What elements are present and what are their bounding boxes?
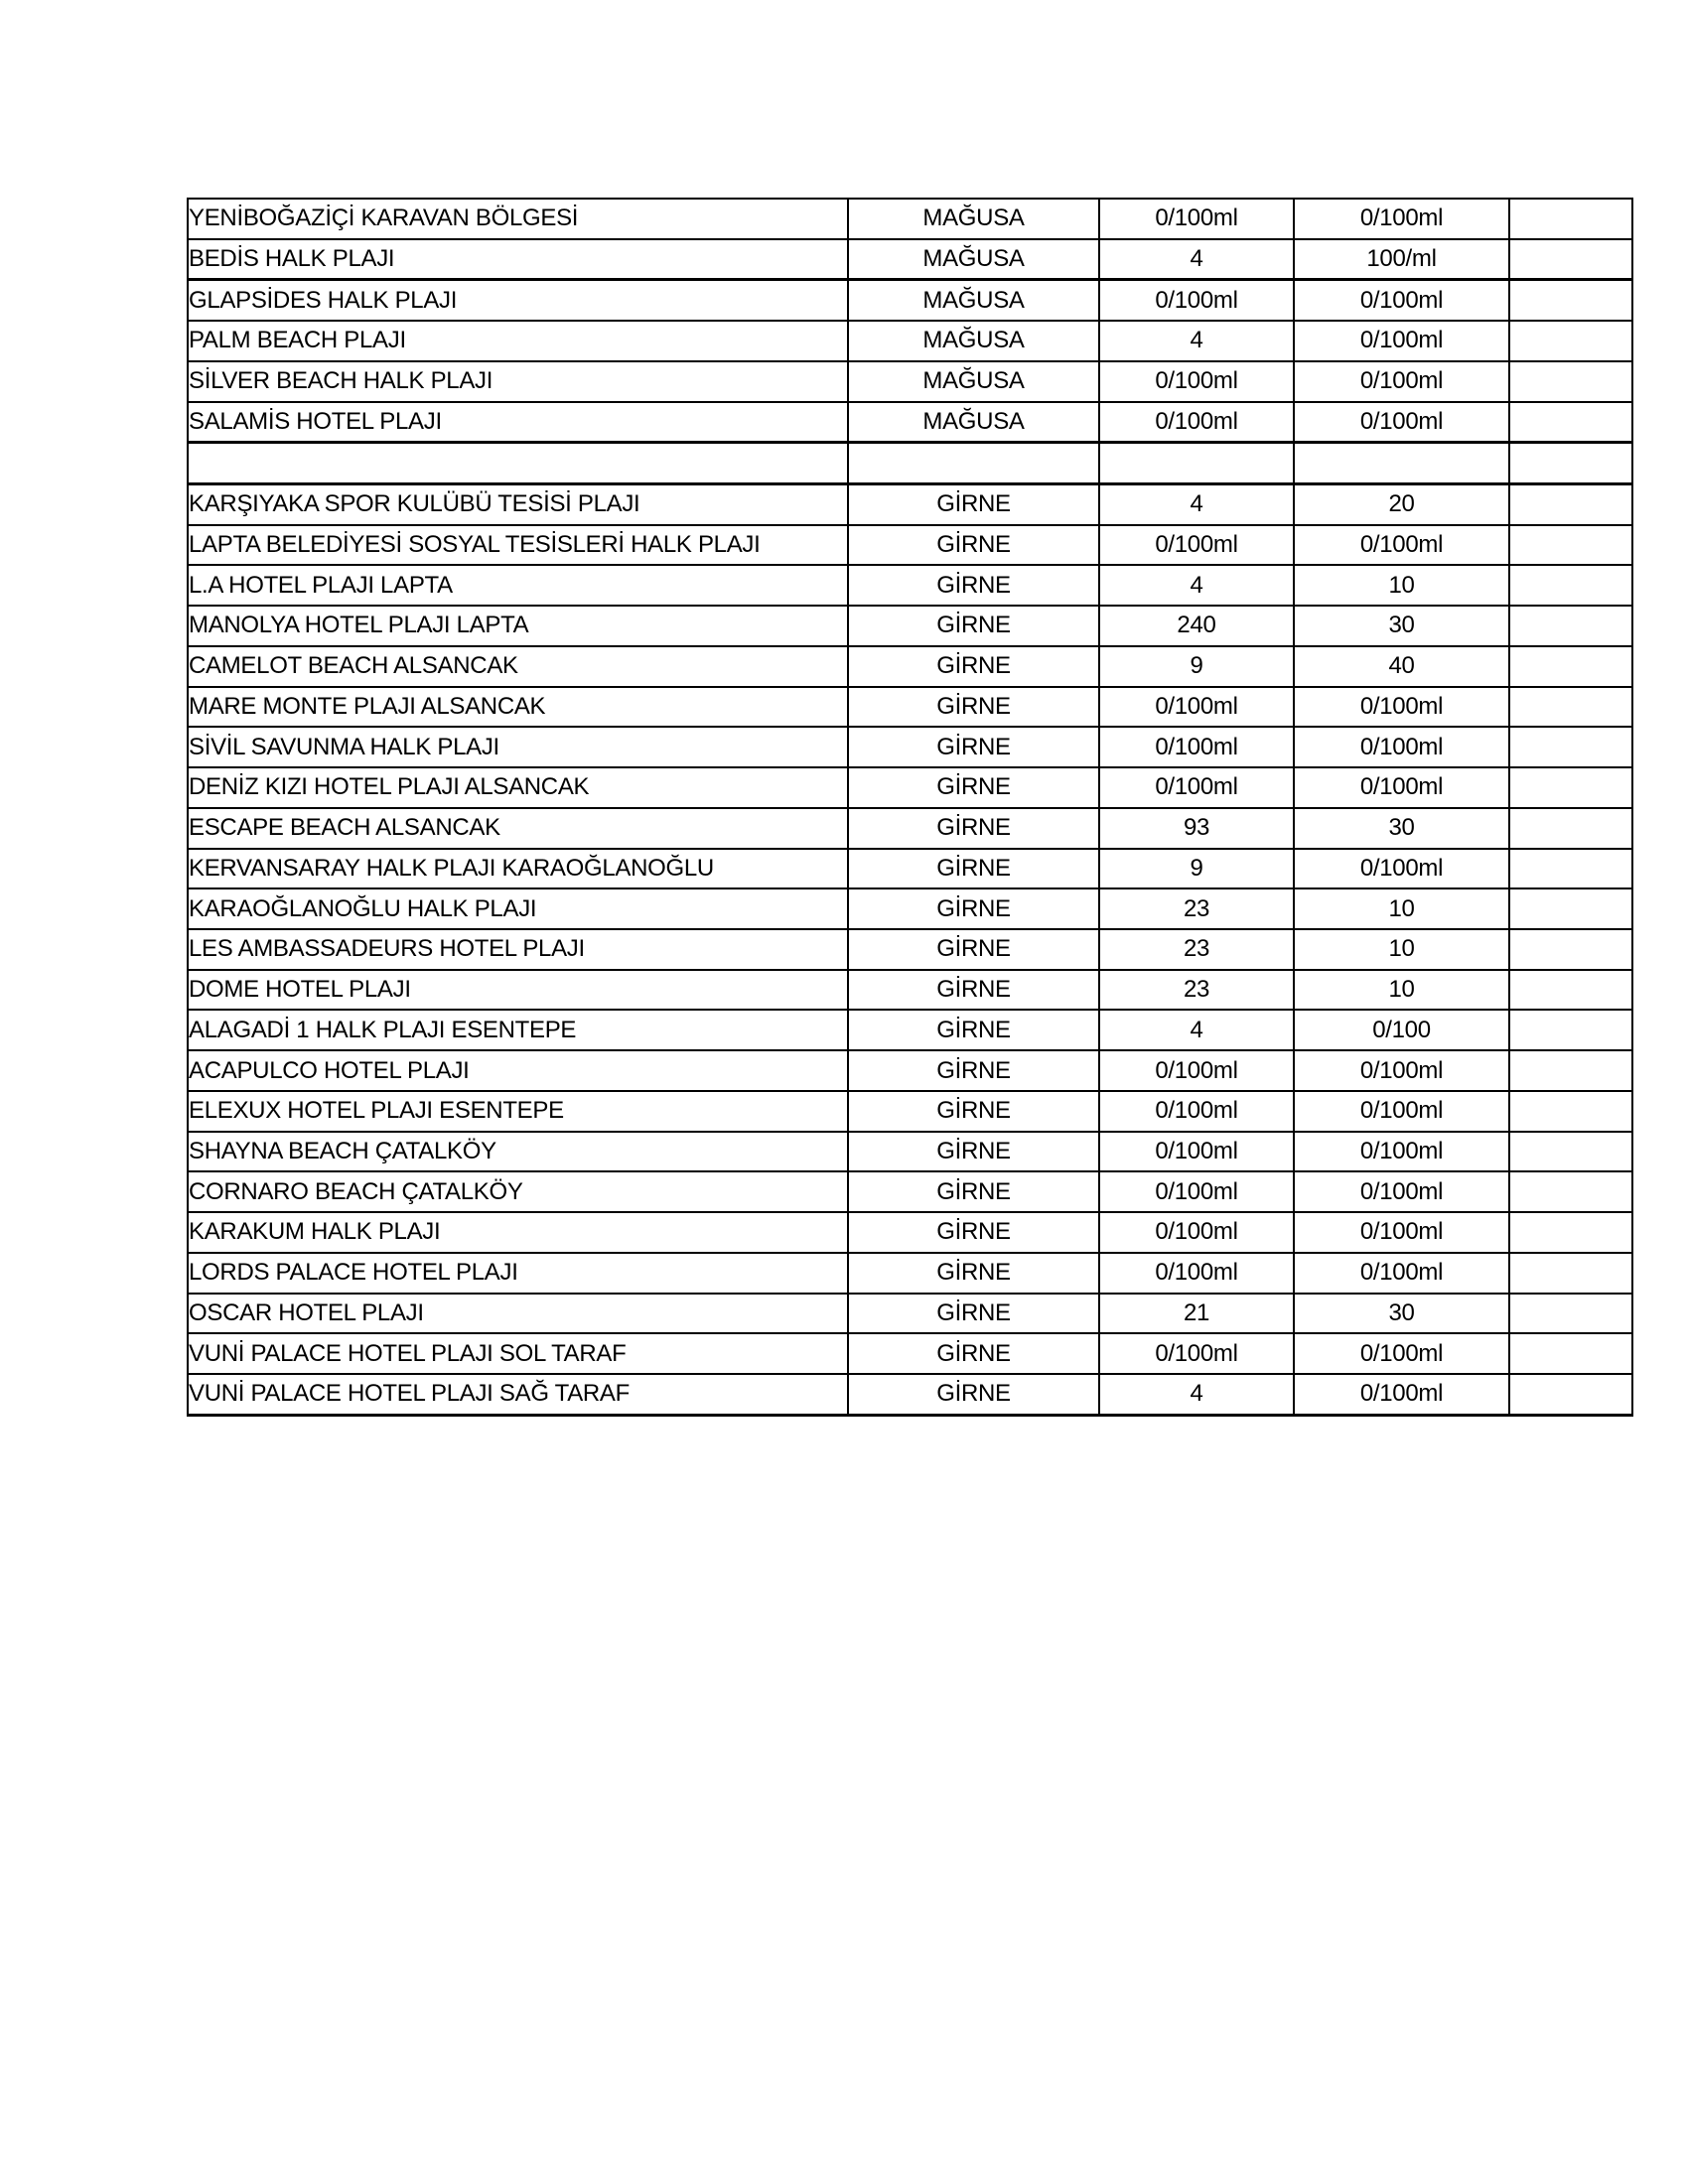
result-1-cell: 4 [1099,1374,1294,1415]
table-row [188,888,1632,929]
notes-cell [1509,443,1632,484]
notes-cell [1509,1010,1632,1050]
result-1-cell: 9 [1099,849,1294,889]
result-1-cell: 23 [1099,970,1294,1011]
notes-cell [1509,1091,1632,1132]
district-cell: GİRNE [848,929,1099,970]
result-2-cell: 0/100ml [1294,1374,1509,1415]
beach-name-cell: KARAOĞLANOĞLU HALK PLAJI [188,888,848,929]
district-cell: MAĞUSA [848,402,1099,443]
beach-results-table [187,198,1633,1417]
notes-cell [1509,849,1632,889]
beach-name-cell: KARAKUM HALK PLAJI [188,1212,848,1253]
result-1-cell [1099,443,1294,484]
beach-name-cell: DOME HOTEL PLAJI [188,970,848,1011]
beach-name-cell: BEDİS HALK PLAJI [188,239,848,280]
result-2-cell: 10 [1294,929,1509,970]
notes-cell [1509,483,1632,524]
notes-cell [1509,888,1632,929]
district-cell: GİRNE [848,525,1099,566]
result-1-cell: 0/100ml [1099,1253,1294,1294]
notes-cell [1509,1212,1632,1253]
district-cell: GİRNE [848,808,1099,849]
notes-cell [1509,646,1632,687]
beach-name-cell [188,443,848,484]
table-row [188,239,1632,280]
table-row [188,1333,1632,1374]
district-cell: GİRNE [848,1294,1099,1334]
table-row [188,767,1632,808]
beach-name-cell: KARŞIYAKA SPOR KULÜBÜ TESİSİ PLAJI [188,483,848,524]
table-row [188,687,1632,728]
result-1-cell: 23 [1099,929,1294,970]
beach-name-cell: ALAGADİ 1 HALK PLAJI ESENTEPE [188,1010,848,1050]
result-1-cell: 240 [1099,606,1294,646]
result-2-cell: 0/100ml [1294,402,1509,443]
result-2-cell: 0/100 [1294,1010,1509,1050]
notes-cell [1509,727,1632,767]
district-cell: GİRNE [848,565,1099,606]
beach-name-cell: LORDS PALACE HOTEL PLAJI [188,1253,848,1294]
beach-name-cell: SİVİL SAVUNMA HALK PLAJI [188,727,848,767]
result-2-cell: 10 [1294,970,1509,1011]
table-row [188,321,1632,361]
beach-name-cell: ESCAPE BEACH ALSANCAK [188,808,848,849]
beach-name-cell: SHAYNA BEACH ÇATALKÖY [188,1132,848,1172]
result-1-cell: 0/100ml [1099,1212,1294,1253]
result-1-cell: 0/100ml [1099,402,1294,443]
table-row [188,606,1632,646]
table-row [188,808,1632,849]
notes-cell [1509,402,1632,443]
table-row [188,483,1632,524]
district-cell: GİRNE [848,1171,1099,1212]
result-1-cell: 4 [1099,565,1294,606]
result-2-cell: 0/100ml [1294,767,1509,808]
result-2-cell: 0/100ml [1294,1212,1509,1253]
notes-cell [1509,1132,1632,1172]
beach-name-cell: VUNİ PALACE HOTEL PLAJI SAĞ TARAF [188,1374,848,1415]
table-row [188,1294,1632,1334]
district-cell: GİRNE [848,483,1099,524]
beach-name-cell: KERVANSARAY HALK PLAJI KARAOĞLANOĞLU [188,849,848,889]
notes-cell [1509,361,1632,402]
notes-cell [1509,1050,1632,1091]
result-2-cell: 10 [1294,565,1509,606]
result-1-cell: 0/100ml [1099,1132,1294,1172]
result-1-cell: 0/100ml [1099,1050,1294,1091]
beach-name-cell: L.A HOTEL PLAJI LAPTA [188,565,848,606]
notes-cell [1509,1253,1632,1294]
notes-cell [1509,525,1632,566]
district-cell: GİRNE [848,1253,1099,1294]
result-1-cell: 0/100ml [1099,525,1294,566]
district-cell: GİRNE [848,1010,1099,1050]
result-2-cell: 0/100ml [1294,727,1509,767]
result-1-cell: 0/100ml [1099,361,1294,402]
result-2-cell: 0/100ml [1294,1171,1509,1212]
notes-cell [1509,1171,1632,1212]
district-cell: GİRNE [848,1374,1099,1415]
result-2-cell: 0/100ml [1294,1333,1509,1374]
beach-name-cell: MANOLYA HOTEL PLAJI LAPTA [188,606,848,646]
beach-name-cell: ACAPULCO HOTEL PLAJI [188,1050,848,1091]
notes-cell [1509,606,1632,646]
notes-cell [1509,687,1632,728]
table-row [188,727,1632,767]
result-2-cell [1294,443,1509,484]
result-2-cell: 100/ml [1294,239,1509,280]
district-cell: GİRNE [848,1091,1099,1132]
beach-name-cell: GLAPSİDES HALK PLAJI [188,280,848,321]
district-cell: MAĞUSA [848,321,1099,361]
result-2-cell: 0/100ml [1294,1132,1509,1172]
table-row [188,199,1632,239]
notes-cell [1509,929,1632,970]
table-row [188,646,1632,687]
notes-cell [1509,970,1632,1011]
beach-name-cell: MARE MONTE PLAJI ALSANCAK [188,687,848,728]
notes-cell [1509,321,1632,361]
result-2-cell: 0/100ml [1294,280,1509,321]
table-row [188,525,1632,566]
document-sheet [187,198,1633,1417]
result-2-cell: 20 [1294,483,1509,524]
notes-cell [1509,565,1632,606]
table-row [188,1050,1632,1091]
result-1-cell: 0/100ml [1099,687,1294,728]
district-cell: GİRNE [848,849,1099,889]
beach-name-cell: OSCAR HOTEL PLAJI [188,1294,848,1334]
district-cell: GİRNE [848,687,1099,728]
result-1-cell: 9 [1099,646,1294,687]
table-row [188,1171,1632,1212]
table-row [188,970,1632,1011]
result-2-cell: 0/100ml [1294,361,1509,402]
district-cell: GİRNE [848,1212,1099,1253]
district-cell: GİRNE [848,767,1099,808]
table-row [188,1132,1632,1172]
district-cell: MAĞUSA [848,280,1099,321]
beach-name-cell: LES AMBASSADEURS HOTEL PLAJI [188,929,848,970]
result-2-cell: 0/100ml [1294,1253,1509,1294]
beach-name-cell: CORNARO BEACH ÇATALKÖY [188,1171,848,1212]
table-row [188,361,1632,402]
district-cell: GİRNE [848,646,1099,687]
result-1-cell: 0/100ml [1099,767,1294,808]
notes-cell [1509,199,1632,239]
table-row [188,1212,1632,1253]
beach-name-cell: SİLVER BEACH HALK PLAJI [188,361,848,402]
beach-name-cell: YENİBOĞAZİÇİ KARAVAN BÖLGESİ [188,199,848,239]
result-2-cell: 30 [1294,808,1509,849]
beach-name-cell: VUNİ PALACE HOTEL PLAJI SOL TARAF [188,1333,848,1374]
table-row [188,402,1632,443]
table-row [188,280,1632,321]
result-1-cell: 93 [1099,808,1294,849]
result-1-cell: 21 [1099,1294,1294,1334]
table-row [188,565,1632,606]
beach-name-cell: DENİZ KIZI HOTEL PLAJI ALSANCAK [188,767,848,808]
district-cell: GİRNE [848,1050,1099,1091]
result-1-cell: 0/100ml [1099,280,1294,321]
table-row [188,1374,1632,1415]
district-cell: GİRNE [848,606,1099,646]
result-1-cell: 0/100ml [1099,199,1294,239]
table-row [188,1253,1632,1294]
district-cell: GİRNE [848,970,1099,1011]
result-2-cell: 0/100ml [1294,1091,1509,1132]
beach-name-cell: ELEXUX HOTEL PLAJI ESENTEPE [188,1091,848,1132]
result-2-cell: 30 [1294,1294,1509,1334]
table-row [188,443,1632,484]
notes-cell [1509,808,1632,849]
district-cell: GİRNE [848,888,1099,929]
result-2-cell: 0/100ml [1294,199,1509,239]
result-1-cell: 0/100ml [1099,1091,1294,1132]
result-1-cell: 4 [1099,1010,1294,1050]
result-2-cell: 0/100ml [1294,687,1509,728]
district-cell: GİRNE [848,1132,1099,1172]
table-row [188,1010,1632,1050]
result-2-cell: 0/100ml [1294,321,1509,361]
result-2-cell: 0/100ml [1294,1050,1509,1091]
result-2-cell: 0/100ml [1294,849,1509,889]
notes-cell [1509,1374,1632,1415]
result-2-cell: 30 [1294,606,1509,646]
beach-name-cell: LAPTA BELEDİYESİ SOSYAL TESİSLERİ HALK PLAJI [188,525,848,566]
result-1-cell: 4 [1099,321,1294,361]
district-cell: MAĞUSA [848,361,1099,402]
district-cell: MAĞUSA [848,239,1099,280]
result-1-cell: 4 [1099,483,1294,524]
notes-cell [1509,767,1632,808]
table-row [188,849,1632,889]
result-1-cell: 4 [1099,239,1294,280]
beach-name-cell: CAMELOT BEACH ALSANCAK [188,646,848,687]
beach-name-cell: PALM BEACH PLAJI [188,321,848,361]
notes-cell [1509,280,1632,321]
table-row [188,1091,1632,1132]
result-1-cell: 0/100ml [1099,1333,1294,1374]
table-row [188,929,1632,970]
result-1-cell: 0/100ml [1099,1171,1294,1212]
beach-table-body [188,199,1632,1415]
district-cell [848,443,1099,484]
result-2-cell: 10 [1294,888,1509,929]
notes-cell [1509,1333,1632,1374]
result-2-cell: 40 [1294,646,1509,687]
result-1-cell: 23 [1099,888,1294,929]
result-2-cell: 0/100ml [1294,525,1509,566]
beach-name-cell: SALAMİS HOTEL PLAJI [188,402,848,443]
notes-cell [1509,1294,1632,1334]
district-cell: MAĞUSA [848,199,1099,239]
district-cell: GİRNE [848,1333,1099,1374]
result-1-cell: 0/100ml [1099,727,1294,767]
district-cell: GİRNE [848,727,1099,767]
notes-cell [1509,239,1632,280]
